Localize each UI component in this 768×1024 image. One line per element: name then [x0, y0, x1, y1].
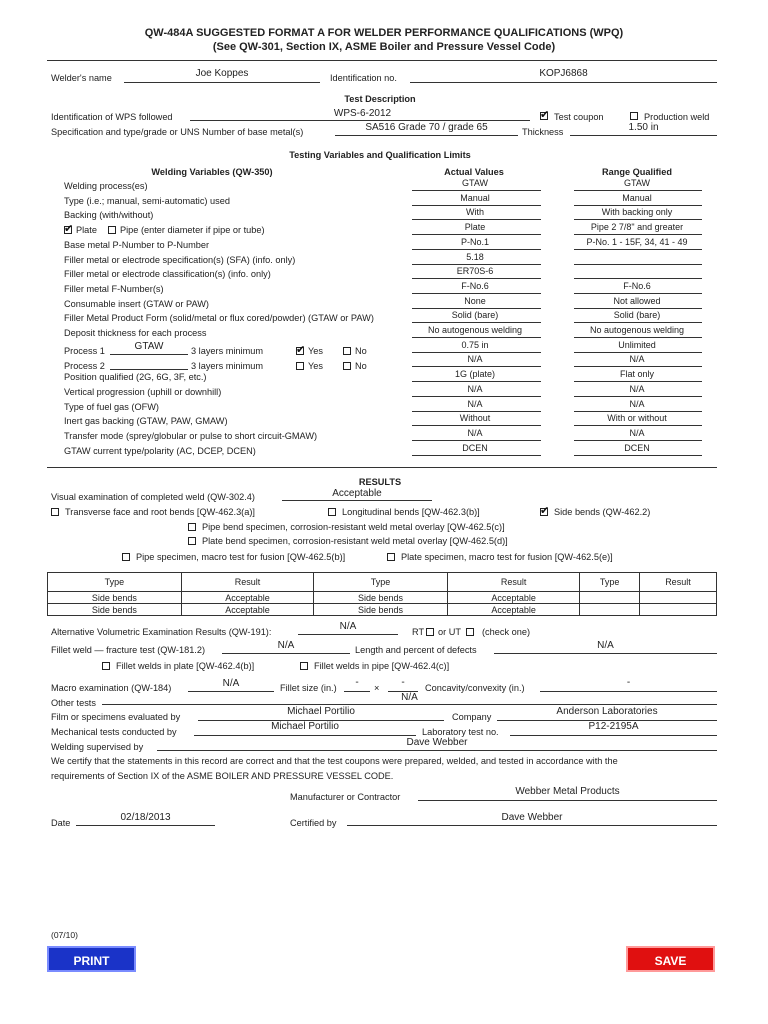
- macro-exam-label: Macro examination (QW-184): [51, 683, 172, 693]
- table-cell[interactable]: Acceptable: [447, 604, 579, 616]
- process1-no-label: No: [355, 346, 367, 356]
- form-subtitle: (See QW-301, Section IX, ASME Boiler and Pressure Vessel Code): [212, 41, 556, 53]
- variable-label: Backing (with/without): [64, 210, 154, 221]
- pipe-label: Pipe (enter diameter if pipe or tube): [120, 225, 265, 235]
- plate-checkbox[interactable]: [64, 226, 72, 234]
- fillet-pipe-checkbox[interactable]: [300, 662, 308, 670]
- transverse-bends-checkbox[interactable]: [51, 508, 59, 516]
- range-qualified-field[interactable]: Unlimited: [618, 339, 656, 350]
- actual-value-field[interactable]: With: [466, 207, 484, 218]
- lab-test-label: Laboratory test no.: [422, 727, 499, 737]
- test-coupon-checkbox[interactable]: [540, 112, 548, 120]
- variable-label: Consumable insert (GTAW or PAW): [64, 298, 209, 309]
- variable-label: Type (i.e.; manual, semi-automatic) used: [64, 195, 230, 206]
- process2-layers-label: 3 layers minimum: [191, 361, 263, 371]
- actual-value-field[interactable]: GTAW: [462, 178, 488, 188]
- manufacturer-label: Manufacturer or Contractor: [290, 792, 401, 802]
- visual-exam-label: Visual examination of completed weld (QW-302.4): [51, 492, 255, 502]
- plate-bend-checkbox[interactable]: [188, 537, 196, 545]
- thickness-field[interactable]: 1.50 in: [628, 122, 659, 133]
- plate-bend-label: Plate bend specimen, corrosion-resistant weld metal overlay [QW-462.5(d)]: [202, 536, 508, 546]
- range-qualified-field[interactable]: Flat only: [619, 369, 654, 380]
- pipe-bend-label: Pipe bend specimen, corrosion-resistant weld metal overlay [QW-462.5(c)]: [202, 522, 505, 532]
- table-cell[interactable]: Side bends: [48, 592, 182, 604]
- variable-label: Inert gas backing (GTAW, PAW, GMAW): [64, 416, 228, 427]
- revision-label: (07/10): [51, 930, 78, 940]
- table-header: Result: [639, 573, 716, 592]
- process2-no-label: No: [355, 361, 367, 371]
- certification-text-line2: requirements of Section IX of the ASME BOILER AND PRESSURE VESSEL CODE.: [51, 771, 394, 781]
- fillet-size-label: Fillet size (in.): [280, 683, 337, 693]
- fillet-size-b-field[interactable]: -: [401, 677, 405, 688]
- table-header: Result: [181, 573, 313, 592]
- table-cell[interactable]: [639, 592, 716, 604]
- variable-label: Deposit thickness for each process: [64, 328, 207, 338]
- other-tests-label: Other tests: [51, 698, 96, 708]
- wps-field[interactable]: WPS-6-2012: [333, 108, 392, 119]
- longitudinal-bends-label: Longitudinal bends [QW-462.3(b)]: [342, 507, 480, 517]
- process2-label: Process 2: [64, 361, 105, 371]
- actual-value-field[interactable]: N/A: [467, 398, 483, 409]
- process2-yes-checkbox[interactable]: [296, 362, 304, 370]
- side-bends-checkbox[interactable]: [540, 508, 548, 516]
- fillet-size-a-field[interactable]: -: [355, 677, 359, 688]
- save-button[interactable]: SAVE: [626, 946, 715, 972]
- wps-label: Identification of WPS followed: [51, 112, 173, 122]
- mechanical-tests-field[interactable]: Michael Portilio: [271, 721, 339, 732]
- evaluated-by-field[interactable]: Michael Portilio: [287, 706, 355, 717]
- production-weld-checkbox[interactable]: [630, 112, 638, 120]
- thickness-label: Thickness: [522, 127, 564, 137]
- variable-label: Filler Metal Product Form (solid/metal or flux cored/powder) (GTAW or PAW): [64, 313, 374, 324]
- rt-label: RT: [412, 627, 425, 637]
- table-cell[interactable]: Acceptable: [181, 592, 313, 604]
- other-tests-field[interactable]: N/A: [401, 692, 418, 703]
- company-field[interactable]: Anderson Laboratories: [556, 706, 658, 717]
- table-cell[interactable]: Side bends: [314, 592, 448, 604]
- table-cell[interactable]: Acceptable: [181, 604, 313, 616]
- times-symbol: ×: [374, 683, 380, 693]
- actual-value-field[interactable]: F-No.6: [461, 280, 489, 291]
- variables-heading: Testing Variables and Qualification Limits: [289, 150, 471, 160]
- range-qualified-field[interactable]: N/A: [629, 398, 645, 409]
- welder-name-label: Welder's name: [51, 73, 112, 83]
- side-bends-label: Side bends (QW-462.2): [554, 507, 651, 517]
- table-header: Type: [314, 573, 448, 592]
- table-header: Result: [447, 573, 579, 592]
- lab-test-field[interactable]: P12-2195A: [588, 721, 639, 732]
- production-weld-label: Production weld: [644, 112, 710, 122]
- check-one-label: (check one): [482, 627, 531, 637]
- concavity-label: Concavity/convexity (in.): [425, 683, 525, 693]
- defects-field[interactable]: N/A: [597, 640, 614, 651]
- range-qualified-field[interactable]: Pipe 2 7/8" and greater: [590, 222, 684, 233]
- actual-value-field[interactable]: 5.18: [466, 251, 484, 262]
- actual-value-field[interactable]: Without: [459, 413, 491, 424]
- table-header: Type: [580, 573, 640, 592]
- date-field[interactable]: 02/18/2013: [120, 812, 171, 823]
- actual-value-field[interactable]: DCEN: [462, 442, 488, 453]
- mechanical-tests-label: Mechanical tests conducted by: [51, 727, 177, 737]
- table-row: [48, 592, 717, 604]
- actual-value-field[interactable]: N/A: [467, 354, 483, 365]
- date-label: Date: [51, 818, 71, 828]
- process1-field[interactable]: GTAW: [134, 341, 164, 352]
- macro-exam-field[interactable]: N/A: [222, 678, 240, 689]
- range-qualified-field[interactable]: F-No.6: [623, 280, 651, 291]
- actual-value-field[interactable]: None: [464, 295, 486, 306]
- transverse-bends-label: Transverse face and root bends [QW-462.3(a)]: [65, 507, 255, 517]
- variable-label: Filler metal or electrode specification(s) (SFA) (info. only): [64, 254, 296, 265]
- company-label: Company: [452, 712, 492, 722]
- fillet-plate-label: Fillet welds in plate [QW-462.4(b)]: [116, 661, 255, 671]
- variable-label: Position qualified (2G, 6G, 3F, etc.): [64, 372, 207, 383]
- process2-yes-label: Yes: [308, 361, 323, 371]
- results-heading: RESULTS: [358, 477, 402, 487]
- range-qualified-field[interactable]: P-No. 1 - 15F, 34, 41 - 49: [586, 236, 688, 247]
- pipe-macro-checkbox[interactable]: [122, 553, 130, 561]
- fillet-pipe-label: Fillet welds in pipe [QW-462.4(c)]: [314, 661, 450, 671]
- supervised-by-label: Welding supervised by: [51, 742, 144, 752]
- rt-checkbox[interactable]: [426, 628, 434, 636]
- identification-label: Identification no.: [330, 73, 397, 83]
- identification-field[interactable]: KOPJ6868: [539, 68, 588, 79]
- actual-value-field[interactable]: N/A: [467, 427, 483, 438]
- evaluated-by-label: Film or specimens evaluated by: [51, 712, 181, 722]
- process1-yes-label: Yes: [308, 346, 323, 356]
- range-qualified-field[interactable]: No autogenous welding: [589, 325, 685, 335]
- range-qualified-field[interactable]: DCEN: [624, 442, 650, 453]
- table-cell[interactable]: [580, 592, 640, 604]
- actual-value-field[interactable]: No autogenous welding: [427, 325, 523, 335]
- variable-label: Filler metal F-Number(s): [64, 283, 164, 294]
- table-cell[interactable]: Acceptable: [447, 592, 579, 604]
- certification-text-line1: We certify that the statements in this record are correct and that the test coupons were prepared, welded, and tested in accordance with the: [51, 756, 618, 766]
- volumetric-label: Alternative Volumetric Examination Results (QW-191):: [51, 627, 272, 637]
- range-qualified-field[interactable]: Not allowed: [613, 295, 661, 306]
- results-table: [47, 572, 717, 616]
- fillet-plate-checkbox[interactable]: [102, 662, 110, 670]
- welder-name-field[interactable]: Joe Koppes: [195, 68, 249, 79]
- actual-value-field[interactable]: Solid (bare): [451, 310, 499, 321]
- pipe-checkbox[interactable]: [108, 226, 116, 234]
- range-qualified-field[interactable]: N/A: [629, 383, 645, 394]
- actual-value-field[interactable]: Manual: [460, 192, 490, 203]
- range-qualified-field[interactable]: Solid (bare): [613, 310, 661, 321]
- table-cell[interactable]: Side bends: [314, 604, 448, 616]
- plate-macro-label: Plate specimen, macro test for fusion [QW-462.5(e)]: [401, 552, 613, 562]
- variable-label: Vertical progression (uphill or downhill): [64, 386, 222, 397]
- fillet-fracture-label: Fillet weld — fracture test (QW-181.2): [51, 645, 206, 655]
- supervised-by-field[interactable]: Dave Webber: [406, 737, 468, 748]
- spec-label: Specification and type/grade or UNS Number of base metal(s): [51, 127, 304, 137]
- ut-checkbox[interactable]: [466, 628, 474, 636]
- variable-label: Transfer mode (sprey/globular or pulse to short circuit-GMAW): [64, 430, 318, 441]
- process1-yes-checkbox[interactable]: [296, 347, 304, 355]
- actual-value-field[interactable]: 0.75 in: [461, 339, 489, 350]
- certified-by-label: Certified by: [290, 818, 337, 828]
- table-row: [48, 604, 717, 616]
- print-button[interactable]: PRINT: [47, 946, 136, 972]
- actual-value-field[interactable]: P-No.1: [460, 236, 489, 247]
- range-qualified-field[interactable]: With or without: [607, 413, 667, 424]
- range-qualified-field[interactable]: N/A: [629, 354, 645, 365]
- range-qualified-field[interactable]: With backing only: [601, 207, 673, 218]
- actual-value-field[interactable]: Plate: [464, 222, 486, 233]
- visual-exam-field[interactable]: Acceptable: [332, 488, 382, 499]
- table-cell[interactable]: [580, 604, 640, 616]
- form-title: QW-484A SUGGESTED FORMAT A FOR WELDER PERFORMANCE QUALIFICATIONS (WPQ): [144, 27, 624, 39]
- actual-value-field[interactable]: N/A: [467, 383, 483, 394]
- pipe-bend-checkbox[interactable]: [188, 523, 196, 531]
- plate-label: Plate: [76, 225, 97, 235]
- col-welding-variables: Welding Variables (QW-350): [151, 167, 273, 177]
- col-actual-values: Actual Values: [444, 167, 504, 177]
- variable-label: Type of fuel gas (OFW): [64, 401, 159, 412]
- defects-label: Length and percent of defects: [355, 645, 477, 655]
- or-ut-label: or UT: [438, 627, 461, 637]
- manufacturer-field[interactable]: Webber Metal Products: [515, 786, 620, 797]
- test-coupon-label: Test coupon: [554, 112, 604, 122]
- certified-by-field[interactable]: Dave Webber: [501, 812, 563, 823]
- process1-label: Process 1: [64, 346, 105, 356]
- concavity-field[interactable]: -: [626, 677, 631, 688]
- process1-layers-label: 3 layers minimum: [191, 346, 263, 356]
- header-divider: [47, 60, 717, 61]
- fillet-fracture-field[interactable]: N/A: [277, 640, 295, 651]
- variable-label: Base metal P-Number to P-Number: [64, 239, 210, 250]
- table-header: Type: [48, 573, 182, 592]
- actual-value-field[interactable]: 1G (plate): [454, 369, 496, 380]
- plate-macro-checkbox[interactable]: [387, 553, 395, 561]
- process2-no-checkbox[interactable]: [343, 362, 351, 370]
- test-description-heading: Test Description: [344, 94, 416, 104]
- volumetric-field[interactable]: N/A: [339, 621, 357, 632]
- table-cell[interactable]: Side bends: [48, 604, 182, 616]
- spec-field[interactable]: SA516 Grade 70 / grade 65: [365, 122, 488, 133]
- variable-label: Welding process(es): [64, 181, 148, 191]
- range-qualified-field[interactable]: Manual: [622, 192, 652, 203]
- table-cell[interactable]: [639, 604, 716, 616]
- range-qualified-field[interactable]: GTAW: [624, 178, 650, 188]
- pipe-macro-label: Pipe specimen, macro test for fusion [QW-462.5(b)]: [136, 552, 346, 562]
- variable-label: Filler metal or electrode classification(s) (info. only): [64, 269, 271, 280]
- longitudinal-bends-checkbox[interactable]: [328, 508, 336, 516]
- variables-divider: [47, 467, 717, 468]
- variable-label: GTAW current type/polarity (AC, DCEP, DCEN): [64, 445, 256, 456]
- process1-no-checkbox[interactable]: [343, 347, 351, 355]
- range-qualified-field[interactable]: N/A: [629, 427, 645, 438]
- actual-value-field[interactable]: ER70S-6: [456, 266, 494, 277]
- col-range-qualified: Range Qualified: [602, 167, 672, 177]
